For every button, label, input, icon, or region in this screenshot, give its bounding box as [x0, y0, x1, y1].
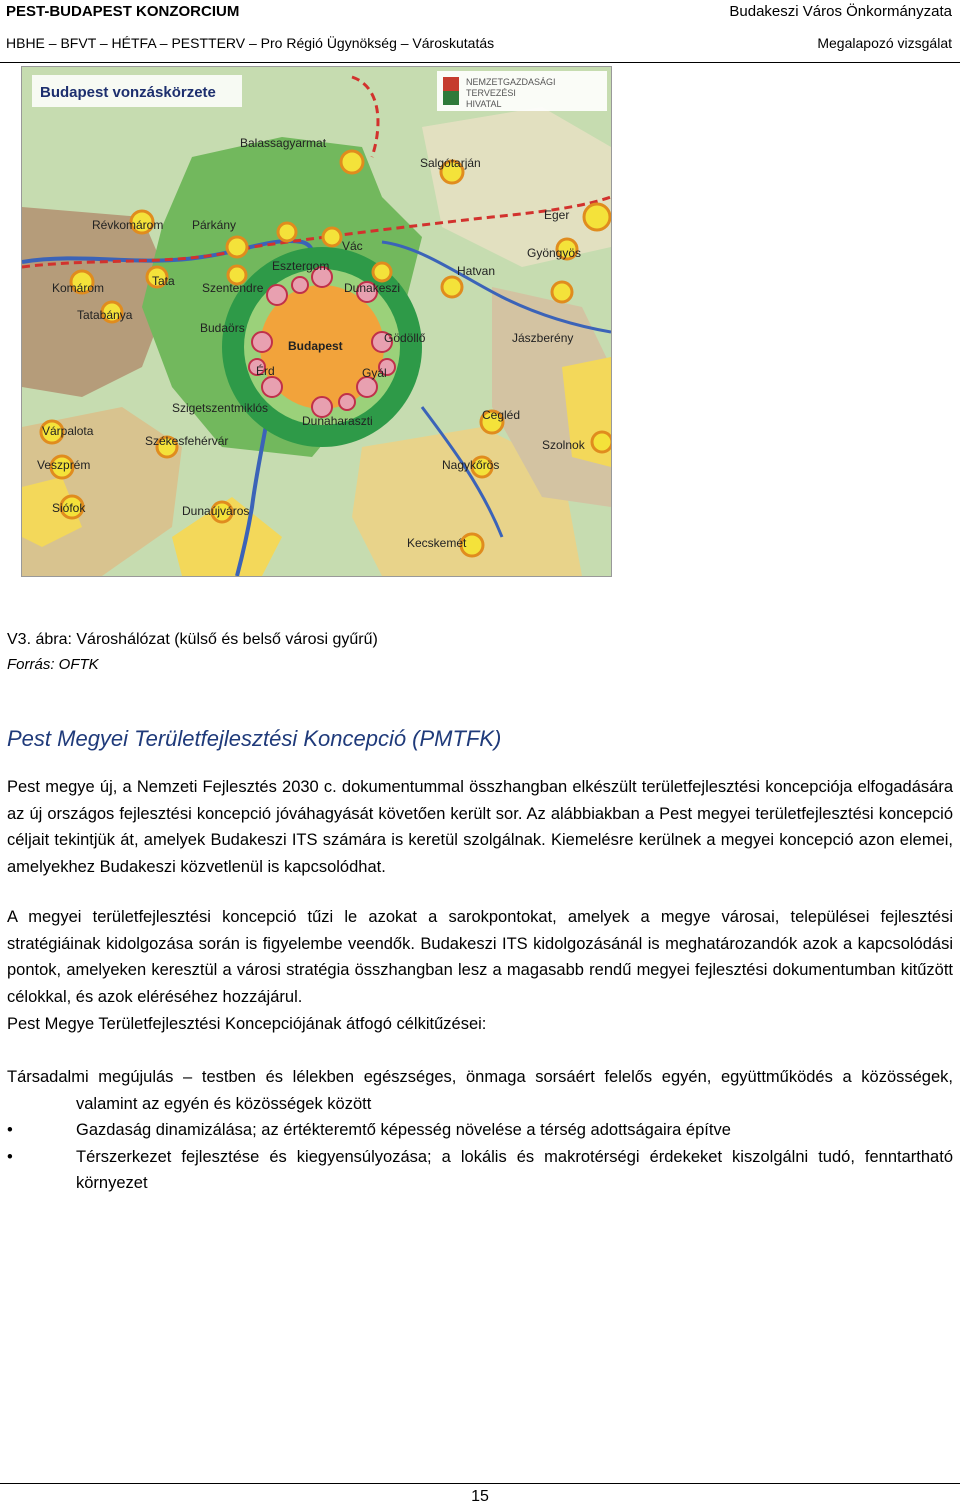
map-label: Dunakeszi: [344, 281, 401, 295]
map-label: Érd: [256, 364, 275, 378]
region-map-figure: [21, 66, 612, 577]
page-number: 15: [471, 1488, 489, 1505]
map-label: Révkomárom: [92, 218, 164, 232]
goal-3: Térszerkezet fejlesztése és kiegyensúlyozása; a lokális és makrotérségi érdekeket kiszolgálni tudó, fenntartható környezet: [76, 1147, 953, 1192]
map-label: Székesfehérvár: [145, 434, 229, 448]
map-label: Szentendre: [202, 281, 264, 295]
goal-1: Társadalmi megújulás – testben és lélekben egészséges, önmaga sorsáért felelős egyén, együttműködés a közösségek, valamint az egyén és közösségek között: [7, 1068, 953, 1113]
header-client: Budakeszi Város Önkormányzata: [729, 3, 952, 20]
logo-line-3: HIVATAL: [466, 99, 502, 109]
map-label: Gyál: [362, 366, 387, 380]
header-members: HBHE – BFVT – HÉTFA – PESTTERV – Pro Régió Ügynökség – Városkutatás: [6, 35, 495, 51]
map-title: Budapest vonzáskörzete: [40, 84, 216, 101]
logo-line-1: NEMZETGAZDASÁGI: [466, 77, 556, 87]
map-label: Gyöngyös: [527, 246, 582, 260]
map-label: Jászberény: [512, 331, 574, 345]
header-doc-type: Megalapozó vizsgálat: [817, 35, 952, 51]
map-label: Budapest: [288, 339, 343, 353]
bullet: •: [7, 1121, 13, 1139]
paragraph-2: A megyei területfejlesztési koncepció tűzi le azokat a sarokpontokat, amelyek a megye városai, települései fejlesztési stratégiáinak kidolgozása során is figyelembe veendők. Budakeszi ITS kidolgozásánál is meghatározandók azok a kapcsolódási pontok, amelyeken keresztül a városi stratégia összhangban lesz a magasabb rendű megyei fejlesztési dokumentumban kitűzött célokkal, és azok eléréséhez hozzájárul.: [7, 908, 953, 1006]
map-label: Veszprém: [37, 458, 91, 472]
map-label: Szolnok: [542, 438, 585, 452]
bullet: •: [7, 1147, 13, 1166]
figure-source: Forrás: OFTK: [7, 656, 99, 673]
map-label: Budaörs: [200, 321, 245, 335]
map-label: Siófok: [52, 501, 86, 515]
map-label: Szigetszentmiklós: [172, 401, 269, 415]
map-label: Eger: [544, 208, 570, 222]
map-label: Esztergom: [272, 259, 330, 273]
map-label: Dunaújváros: [182, 504, 250, 518]
logo-line-2: TERVEZÉSI: [466, 88, 516, 98]
map-label: Tata: [152, 274, 175, 288]
paragraph-1: Pest megye új, a Nemzeti Fejlesztés 2030 c. dokumentummal összhangban elkészült területfejlesztési koncepciója elfogadására az új országos fejlesztési koncepció jóváhagyását követően került sor. Az alábbiakban a Pest megyei területfejlesztési koncepció céljait tekintjük át, amelyek Budakeszi ITS számára is keretül szolgálnak. Kiemelésre kerülnek a megyei koncepció azon elemei, amelyekhez Budakeszi közvetlenül is kapcsolódhat.: [7, 778, 953, 876]
map-label: Várpalota: [42, 424, 94, 438]
list-item: [7, 1117, 953, 1144]
map-label: Salgótarján: [420, 156, 481, 170]
map-label: Kecskemét: [407, 536, 467, 550]
figure-caption: V3. ábra: Városhálózat (külső és belső városi gyűrű): [7, 631, 378, 648]
list-item: [7, 1064, 953, 1117]
goal-2: Gazdaság dinamizálása; az értékteremtő képesség növelése a térség adottságaira építve: [76, 1121, 731, 1139]
map-label: Párkány: [192, 218, 237, 232]
section-title: Pest Megyei Területfejlesztési Koncepció (PMTFK): [7, 726, 502, 751]
map-label: Vác: [342, 239, 363, 253]
footer-rule: [0, 1483, 960, 1484]
map-label: Dunaharaszti: [302, 414, 373, 428]
map-label: Gödöllő: [384, 331, 426, 345]
map-label: Hatvan: [457, 264, 496, 278]
goals-list: [7, 1064, 953, 1197]
map-label: Cegléd: [482, 408, 521, 422]
header-rule: [0, 62, 960, 63]
map-label: Komárom: [52, 281, 105, 295]
list-item: [7, 1144, 953, 1197]
map-label: Balassagyarmat: [240, 136, 327, 150]
map-label: Tatabánya: [77, 308, 133, 322]
map-label: Nagykőrös: [442, 458, 500, 472]
header-org: PEST-BUDAPEST KONZORCIUM: [6, 3, 240, 20]
paragraph-3: Pest Megye Területfejlesztési Koncepciójának átfogó célkitűzései:: [7, 1015, 487, 1033]
